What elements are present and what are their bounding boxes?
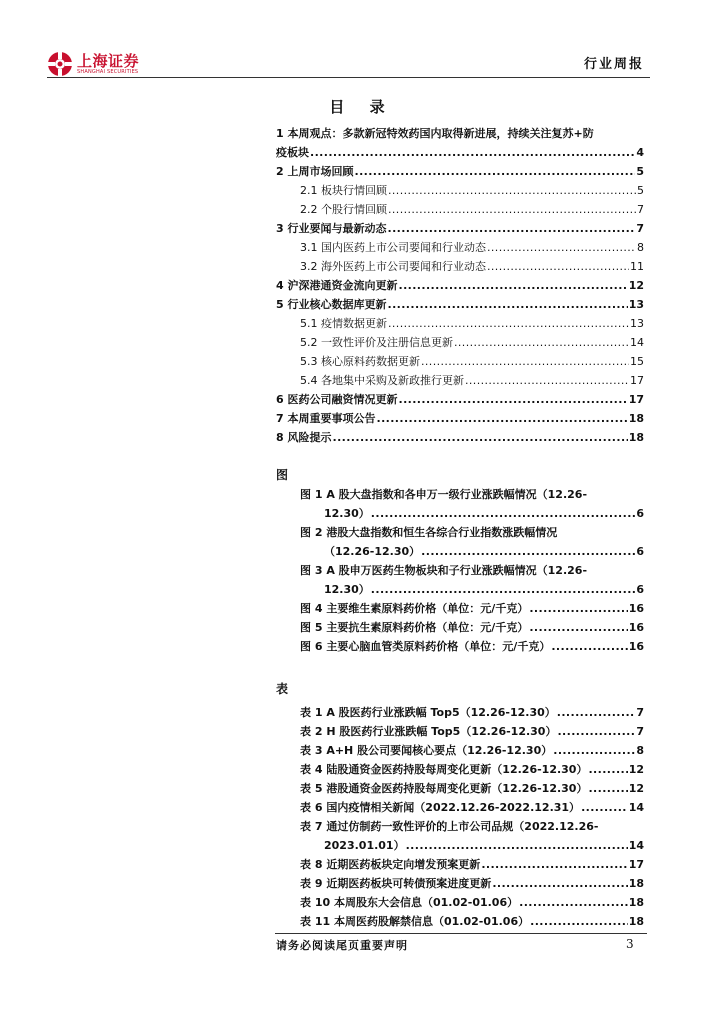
figure-entry-label: 图 5 主要抗生素原料药价格（单位：元/千克）	[300, 621, 529, 634]
toc-entry-8[interactable]	[276, 428, 644, 447]
toc-entry-label: 8 风险提示	[276, 431, 332, 444]
toc-entry-label: 5.1 疫情数据更新	[300, 317, 387, 330]
toc-entry-label: 3 行业要闻与最新动态	[276, 222, 387, 235]
toc-entry-page: 7	[636, 222, 644, 235]
table-entry-8[interactable]	[276, 855, 644, 874]
toc-entry-page: 5	[637, 184, 644, 197]
logo-chinese-name: 上海证券	[77, 52, 140, 70]
toc-title: 目 录	[329, 98, 395, 116]
figure-entry-label: 12.30）	[324, 583, 370, 596]
toc-entry-3[interactable]	[276, 219, 644, 238]
toc-entry-5-1[interactable]	[276, 314, 644, 333]
toc-entry-5-4[interactable]	[276, 371, 644, 390]
toc-entry-page: 17	[630, 374, 644, 387]
table-entry-page: 14	[628, 839, 644, 852]
toc-entry-label: 7 本周重要事项公告	[276, 412, 376, 425]
table-entry-5[interactable]	[276, 779, 644, 798]
table-entry-page: 7	[636, 706, 644, 719]
toc-entry-2-1[interactable]	[276, 181, 644, 200]
toc-entry-label: 5.2 一致性评价及注册信息更新	[300, 336, 453, 349]
toc-entry-page: 17	[628, 393, 644, 406]
table-entry-page: 17	[628, 858, 644, 871]
table-entry-label: 表 2 H 股医药行业涨跌幅 Top5（12.26-12.30）	[300, 725, 557, 738]
figure-entry-label: 图 4 主要维生素原料药价格（单位：元/千克）	[300, 602, 529, 615]
figure-entry-3[interactable]	[276, 580, 644, 599]
table-entry-10[interactable]	[276, 893, 644, 912]
toc-entry-1-line1[interactable]: 1 本周观点：多款新冠特效药国内取得新进展，持续关注复苏+防	[276, 127, 594, 140]
toc-entry-5[interactable]	[276, 295, 644, 314]
figure-entry-label: （12.26-12.30）	[324, 545, 421, 558]
toc-entry-label: 3.1 国内医药上市公司要闻和行业动态	[300, 241, 486, 254]
footer-divider	[275, 933, 647, 934]
toc-entry-page: 12	[628, 279, 644, 292]
table-entry-2[interactable]	[276, 722, 644, 741]
table-entry-page: 12	[628, 763, 644, 776]
figure-entry-page: 16	[628, 602, 644, 615]
toc-entry-label: 5.4 各地集中采购及新政推行更新	[300, 374, 464, 387]
toc-entry-label: 3.2 海外医药上市公司要闻和行业动态	[300, 260, 486, 273]
table-entry-label: 表 10 本周股东大会信息（01.02-01.06）	[300, 896, 519, 909]
figure-entry-1[interactable]	[276, 504, 644, 523]
toc-entry-3-1[interactable]	[276, 238, 644, 257]
table-entry-label: 表 4 陆股通资金医药持股每周变化更新（12.26-12.30）	[300, 763, 588, 776]
table-entry-9[interactable]	[276, 874, 644, 893]
figure-entry-label: 图 6 主要心脑血管类原料药价格（单位：元/千克）	[300, 640, 551, 653]
table-of-contents	[276, 124, 644, 447]
table-entry-page: 7	[636, 725, 644, 738]
toc-entry-3-2[interactable]	[276, 257, 644, 276]
toc-entry-page: 5	[636, 165, 644, 178]
toc-entry-1[interactable]	[276, 143, 644, 162]
toc-entry-page: 14	[630, 336, 644, 349]
table-entry-page: 8	[636, 744, 644, 757]
toc-entry-7[interactable]	[276, 409, 644, 428]
toc-entry-6[interactable]	[276, 390, 644, 409]
table-entry-label: 表 11 本周医药股解禁信息（01.02-01.06）	[300, 915, 530, 928]
toc-entry-label: 疫板块	[276, 146, 309, 159]
figure-entry-4[interactable]	[276, 599, 644, 618]
figure-entry-page: 6	[636, 545, 644, 558]
figures-list	[276, 485, 644, 656]
figure-entry-6[interactable]	[276, 637, 644, 656]
toc-entry-page: 11	[630, 260, 644, 273]
figures-heading: 图	[276, 468, 289, 482]
figure-entry-page: 6	[636, 583, 644, 596]
figure-entry-3-line1[interactable]: 图 3 A 股申万医药生物板块和子行业涨跌幅情况（12.26-	[300, 564, 588, 577]
figure-entry-page: 6	[636, 507, 644, 520]
toc-entry-label: 2 上周市场回顾	[276, 165, 354, 178]
toc-entry-page: 7	[637, 203, 644, 216]
table-entry-11[interactable]	[276, 912, 644, 931]
page-number: 3	[626, 937, 634, 951]
toc-entry-page: 8	[637, 241, 644, 254]
table-entry-label: 表 6 国内疫情相关新闻（2022.12.26-2022.12.31）	[300, 801, 581, 814]
shanghai-securities-logo-icon	[47, 51, 73, 77]
figure-entry-page: 16	[628, 640, 644, 653]
toc-entry-page: 18	[628, 412, 644, 425]
figure-entry-2[interactable]	[276, 542, 644, 561]
figure-entry-5[interactable]	[276, 618, 644, 637]
toc-entry-label: 2.1 板块行情回顾	[300, 184, 387, 197]
toc-entry-label: 6 医药公司融资情况更新	[276, 393, 398, 406]
table-entry-page: 18	[628, 915, 644, 928]
table-entry-7[interactable]	[276, 836, 644, 855]
toc-entry-label: 5 行业核心数据库更新	[276, 298, 387, 311]
table-entry-page: 18	[628, 896, 644, 909]
tables-list	[276, 703, 644, 931]
figure-entry-label: 12.30）	[324, 507, 370, 520]
table-entry-label: 表 9 近期医药板块可转债预案进度更新	[300, 877, 492, 890]
toc-entry-4[interactable]	[276, 276, 644, 295]
table-entry-label: 2023.01.01）	[324, 839, 405, 852]
figure-entry-2-line1[interactable]: 图 2 港股大盘指数和恒生各综合行业指数涨跌幅情况	[300, 526, 558, 539]
toc-entry-label: 4 沪深港通资金流向更新	[276, 279, 398, 292]
table-entry-3[interactable]	[276, 741, 644, 760]
toc-entry-label: 5.3 核心原料药数据更新	[300, 355, 420, 368]
table-entry-7-line1[interactable]: 表 7 通过仿制药一致性评价的上市公司品规（2022.12.26-	[300, 820, 599, 833]
tables-heading: 表	[276, 682, 289, 696]
table-entry-page: 12	[628, 782, 644, 795]
toc-entry-page: 15	[630, 355, 644, 368]
table-entry-6[interactable]	[276, 798, 644, 817]
figure-entry-1-line1[interactable]: 图 1 A 股大盘指数和各申万一级行业涨跌幅情况（12.26-	[300, 488, 588, 501]
toc-entry-5-2[interactable]	[276, 333, 644, 352]
toc-entry-2-2[interactable]	[276, 200, 644, 219]
toc-entry-page: 18	[628, 431, 644, 444]
toc-entry-page: 13	[630, 317, 644, 330]
toc-entry-5-3[interactable]	[276, 352, 644, 371]
page-header	[47, 45, 650, 77]
header-divider	[47, 77, 650, 78]
table-entry-label: 表 1 A 股医药行业涨跌幅 Top5（12.26-12.30）	[300, 706, 556, 719]
logo-english-name: SHANGHAI SECURITIES	[77, 69, 139, 75]
disclaimer-note: 请务必阅读尾页重要声明	[276, 939, 408, 952]
toc-entry-label: 2.2 个股行情回顾	[300, 203, 387, 216]
table-entry-label: 表 3 A+H 股公司要闻核心要点（12.26-12.30）	[300, 744, 553, 757]
report-type-label: 行业周报	[583, 57, 644, 72]
company-logo	[47, 51, 139, 77]
table-entry-label: 表 5 港股通资金医药持股每周变化更新（12.26-12.30）	[300, 782, 588, 795]
toc-entry-page: 4	[636, 146, 644, 159]
toc-entry-2[interactable]	[276, 162, 644, 181]
figure-entry-page: 16	[628, 621, 644, 634]
table-entry-1[interactable]	[276, 703, 644, 722]
table-entry-4[interactable]	[276, 760, 644, 779]
table-entry-page: 18	[628, 877, 644, 890]
table-entry-label: 表 8 近期医药板块定向增发预案更新	[300, 858, 481, 871]
toc-entry-page: 13	[628, 298, 644, 311]
table-entry-page: 14	[628, 801, 644, 814]
